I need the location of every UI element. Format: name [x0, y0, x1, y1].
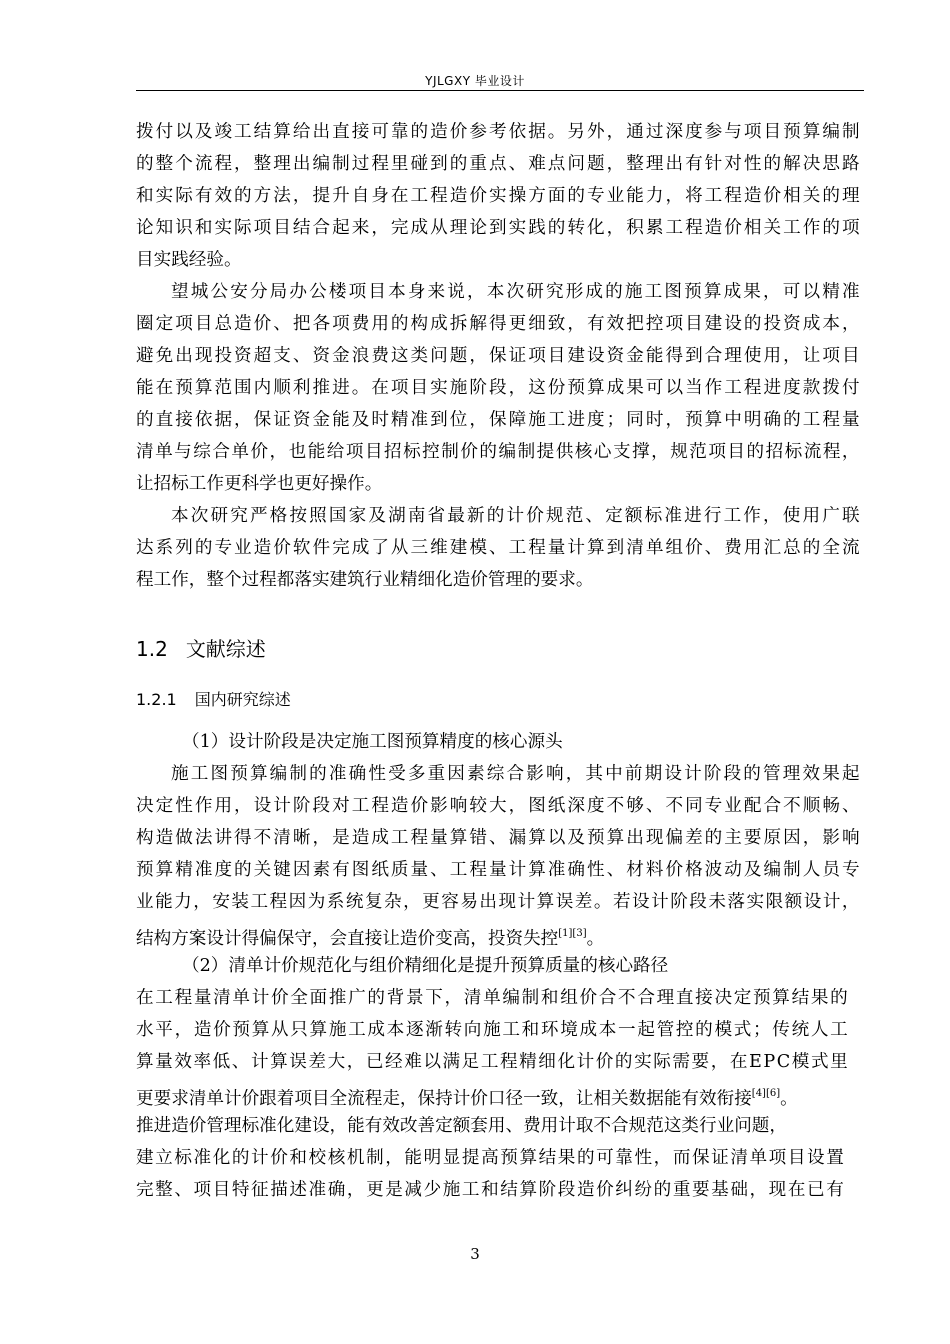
body-line: 决 定 性 作 用 ， 设 计 阶 段 对 工 程 造 价 影 响 较 大 ， 图 纸 深 度 不 够 、 不 同 专 业 配 合 不 顺 畅 、	[136, 796, 860, 816]
citation: [4][6]	[751, 1088, 781, 1099]
header-rule	[136, 90, 864, 91]
body-line: 施 工 图 预 算 编 制 的 准 确 性 受 多 重 因 素 综 合 影 响 ， 其 中 前 期 设 计 阶 段 的 管 理 效 果 起	[171, 764, 860, 784]
section-number: 1.2	[136, 637, 168, 661]
body-line: 和 实 际 有 效 的 方 法 ， 提 升 自 身 在 工 程 造 价 实 操 方 面 的 专 业 能 力 ， 将 工 程 造 价 相 关 的 理	[136, 186, 860, 206]
body-line: 本 次 研 究 严 格 按 照 国 家 及 湖 南 省 最 新 的 计 价 规 范 、 定 额 标 准 进 行 工 作 ， 使 用 广 联	[171, 506, 860, 526]
item-heading: （1）设计阶段是决定施工图预算精度的核心源头	[182, 732, 563, 752]
body-line: 构 造 做 法 讲 得 不 清 晰 ， 是 造 成 工 程 量 算 错 、 漏 算 以 及 预 算 出 现 偏 差 的 主 要 原 因 ， 影 响	[136, 828, 860, 848]
line-text: 更要求清单计价跟着项目全流程走，保持计价口径一致，让相关数据能有效衔接	[136, 1089, 752, 1109]
section-title: 文献综述	[185, 637, 266, 661]
line-text: 结构方案设计得偏保守，会直接让造价变高，投资失控	[136, 929, 559, 949]
body-line: 算 量 效 率 低 、 计 算 误 差 大 ， 已 经 难 以 满 足 工 程 精 细 化 计 价 的 实 际 需 要 ， 在 E P C 模 式 里	[136, 1052, 848, 1072]
subsection-heading	[136, 689, 291, 711]
page-number: 3	[470, 1245, 480, 1263]
body-line: 圈 定 项 目 总 造 价 、 把 各 项 费 用 的 构 成 拆 解 得 更 细 致 ， 有 效 把 控 项 目 建 设 的 投 资 成 本 ，	[136, 314, 860, 334]
citation: [1][3]	[558, 928, 587, 939]
line-end: 。	[780, 1089, 798, 1109]
line-end: 。	[586, 929, 605, 949]
body-line: 清 单 与 综 合 单 价 ， 也 能 给 项 目 招 标 控 制 价 的 编 制 提 供 核 心 支 撑 ， 规 范 项 目 的 招 标 流 程 ，	[136, 442, 860, 462]
body-line: 业 能 力 ， 安 装 工 程 因 为 系 统 复 杂 ， 更 容 易 出 现 计 算 误 差 。 若 设 计 阶 段 未 落 实 限 额 设 计 ，	[136, 892, 860, 912]
body-line: 推进造价管理标准化建设，能有效改善定额套用、费用计取不合规范这类行业问题，	[136, 1116, 787, 1136]
body-line: 的 整 个 流 程 ， 整 理 出 编 制 过 程 里 碰 到 的 重 点 、 难 点 问 题 ， 整 理 出 有 针 对 性 的 解 决 思 路	[136, 154, 860, 174]
body-line: 水 平 ， 造 价 预 算 从 只 算 施 工 成 本 逐 渐 转 向 施 工 和 环 境 成 本 一 起 管 控 的 模 式 ； 传 统 人 工	[136, 1020, 848, 1040]
body-line: 完 整 、 项 目 特 征 描 述 准 确 ， 更 是 减 少 施 工 和 结 算 阶 段 造 价 纠 纷 的 重 要 基 础 ， 现 在 已 有	[136, 1180, 844, 1200]
body-line: 的 直 接 依 据 ， 保 证 资 金 能 及 时 精 准 到 位 ， 保 障 施 工 进 度 ； 同 时 ， 预 算 中 明 确 的 工 程 量	[136, 410, 860, 430]
body-line: 拨 付 以 及 竣 工 结 算 给 出 直 接 可 靠 的 造 价 参 考 依 据 。 另 外 ， 通 过 深 度 参 与 项 目 预 算 编 制	[136, 122, 860, 142]
body-line: 论 知 识 和 实 际 项 目 结 合 起 来 ， 完 成 从 理 论 到 实 践 的 转 化 ， 积 累 工 程 造 价 相 关 工 作 的 项	[136, 218, 860, 238]
item-heading: （2）清单计价规范化与组价精细化是提升预算质量的核心路径	[182, 956, 669, 976]
body-line: 程工作，整个过程都落实建筑行业精细化造价管理的要求。	[136, 570, 594, 590]
body-line: 望 城 公 安 分 局 办 公 楼 项 目 本 身 来 说 ， 本 次 研 究 形 成 的 施 工 图 预 算 成 果 ， 可 以 精 准	[171, 282, 860, 302]
subsection-title: 国内研究综述	[194, 690, 291, 709]
body-line: 避 免 出 现 投 资 超 支 、 资 金 浪 费 这 类 问 题 ， 保 证 项 目 建 设 资 金 能 得 到 合 理 使 用 ， 让 项 目	[136, 346, 860, 366]
section-heading	[136, 636, 266, 662]
body-line: 在 工 程 量 清 单 计 价 全 面 推 广 的 背 景 下 ， 清 单 编 制 和 组 价 合 不 合 理 直 接 决 定 预 算 结 果 的	[136, 988, 848, 1008]
page-header: YJLGXY 毕业设计	[425, 74, 525, 88]
body-line: 让招标工作更科学也更好操作。	[136, 474, 383, 494]
body-line: 预 算 精 准 度 的 关 键 因 素 有 图 纸 质 量 、 工 程 量 计 算 准 确 性 、 材 料 价 格 波 动 及 编 制 人 员 专	[136, 860, 860, 880]
body-line: 目实践经验。	[136, 250, 242, 270]
body-line	[136, 1084, 798, 1109]
body-line	[136, 924, 604, 949]
body-line: 能 在 预 算 范 围 内 顺 利 推 进 。 在 项 目 实 施 阶 段 ， 这 份 预 算 成 果 可 以 当 作 工 程 进 度 款 拨 付	[136, 378, 860, 398]
body-line: 建 立 标 准 化 的 计 价 和 校 核 机 制 ， 能 明 显 提 高 预 算 结 果 的 可 靠 性 ， 而 保 证 清 单 项 目 设 置	[136, 1148, 844, 1168]
body-line: 达 系 列 的 专 业 造 价 软 件 完 成 了 从 三 维 建 模 、 工 程 量 计 算 到 清 单 组 价 、 费 用 汇 总 的 全 流	[136, 538, 860, 558]
subsection-number: 1.2.1	[136, 690, 177, 709]
